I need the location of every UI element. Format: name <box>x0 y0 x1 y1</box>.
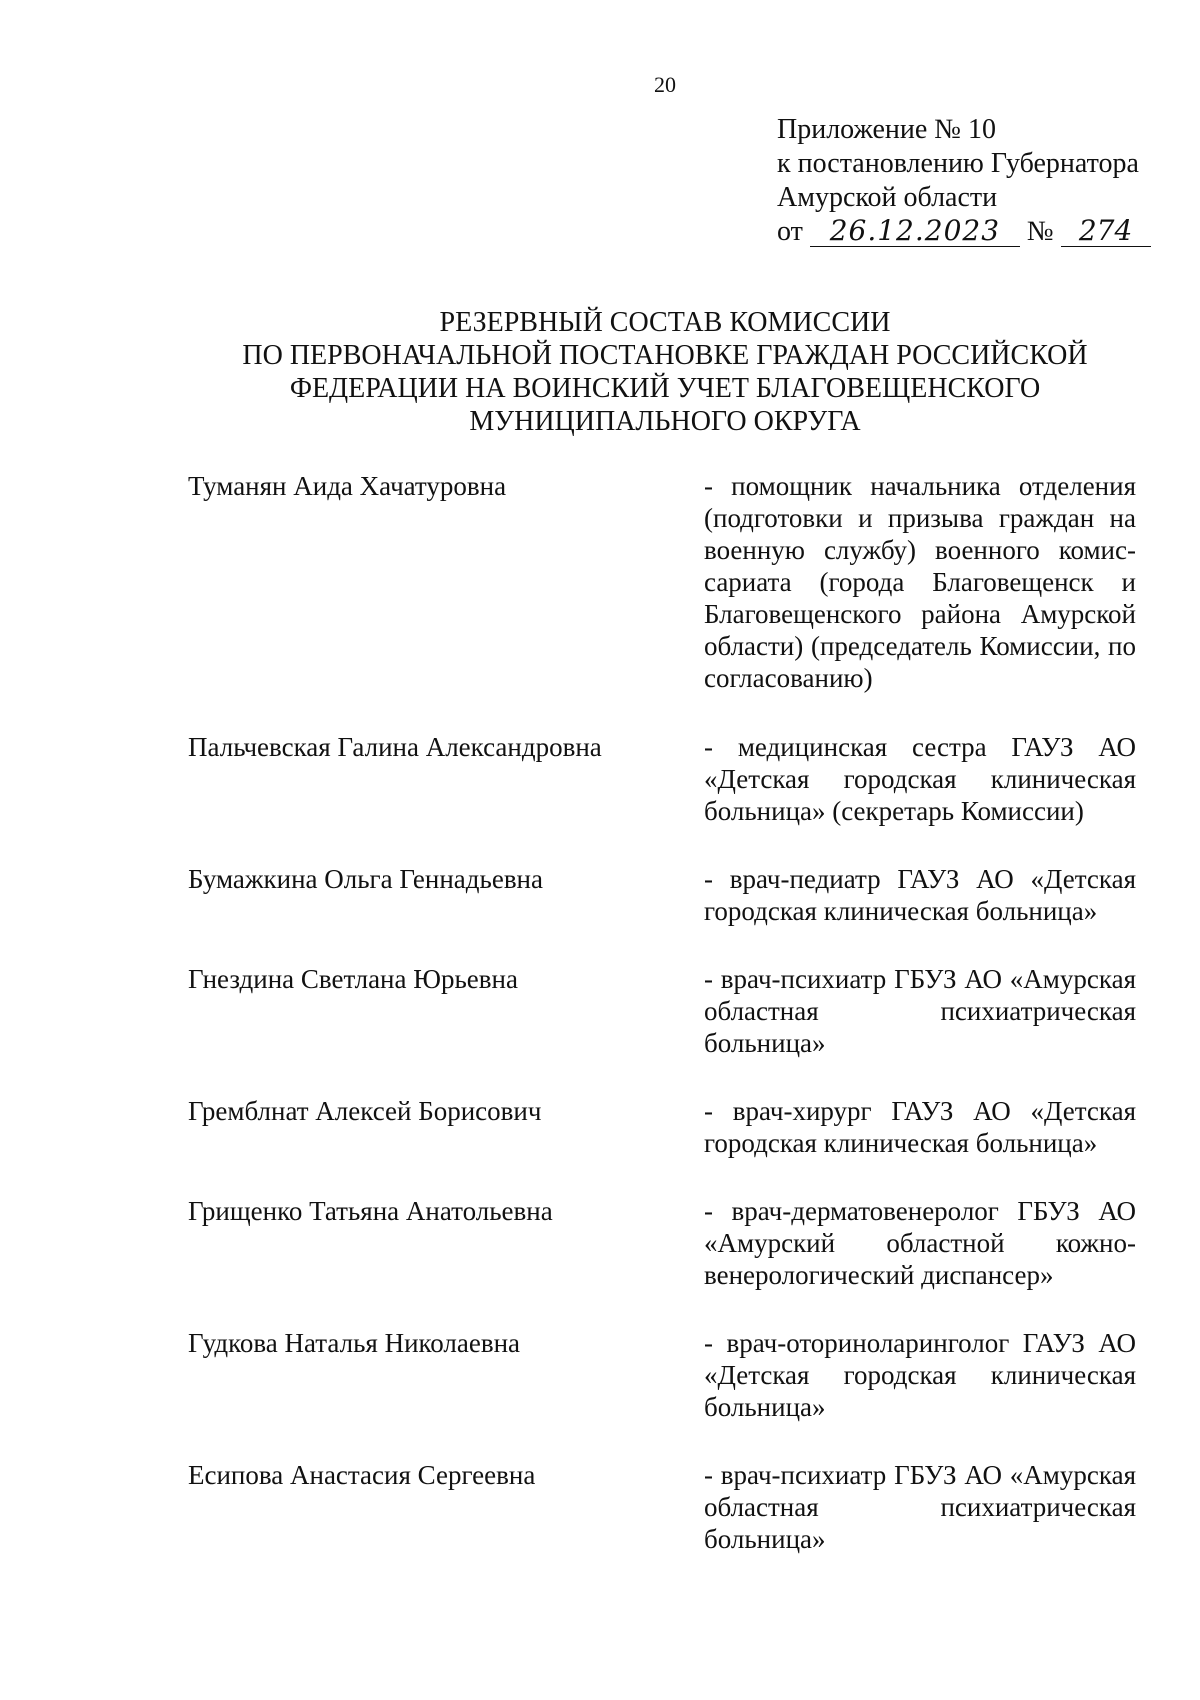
appendix-line-3: Амурской области <box>777 182 998 213</box>
date-prefix: от <box>777 216 803 247</box>
member-row <box>188 1459 1138 1555</box>
member-role: - медицинская сестра ГАУЗ АО «Детская городская клиническая больница» (секретарь Комиссии) <box>704 732 1136 826</box>
appendix-header <box>777 113 1151 249</box>
member-name: Бумажкина Ольга Геннадьевна <box>188 864 543 894</box>
number-prefix: № <box>1026 216 1054 247</box>
title-line-4: МУНИЦИПАЛЬНОГО ОКРУГА <box>469 406 861 437</box>
appendix-line-2: к постановлению Губернатора <box>777 148 1139 179</box>
member-name: Гнездина Светлана Юрьевна <box>188 964 518 994</box>
member-row <box>188 1327 1138 1423</box>
member-name: Гудкова Наталья Николаевна <box>188 1328 521 1358</box>
title-line-1: РЕЗЕРВНЫЙ СОСТАВ КОМИССИИ <box>439 307 891 338</box>
member-row <box>188 1095 1138 1159</box>
member-role: - врач-оториноларинголог ГАУЗ АО «Детская городская клиническая больница» <box>704 1328 1136 1422</box>
member-row <box>188 731 1138 827</box>
member-role: - врач-хирург ГАУЗ АО «Детская городская клиническая больница» <box>704 1096 1136 1158</box>
title-line-3: ФЕДЕРАЦИИ НА ВОИНСКИЙ УЧЕТ БЛАГОВЕЩЕНСКОГО <box>289 373 1041 404</box>
appendix-date-line <box>777 215 1151 249</box>
members-list <box>188 470 1138 1555</box>
member-row <box>188 1195 1138 1291</box>
member-row <box>188 963 1138 1059</box>
document-title <box>190 306 1140 438</box>
member-name: Гремблнат Алексей Борисович <box>188 1096 542 1126</box>
member-role: - врач-психиатр ГБУЗ АО «Амурская областная психиатрическая больница» <box>704 1460 1136 1554</box>
handwritten-date: 26.12.2023 <box>810 216 1020 247</box>
appendix-line-1: Приложение № 10 <box>777 114 996 145</box>
member-role: - врач-психиатр ГБУЗ АО «Амурская областная психиатрическая больница» <box>704 964 1136 1058</box>
page-number: 20 <box>654 72 676 97</box>
member-name: Туманян Аида Хачатуровна <box>188 471 507 501</box>
title-line-2: ПО ПЕРВОНАЧАЛЬНОЙ ПОСТАНОВКЕ ГРАЖДАН РОССИЙСКОЙ <box>242 340 1088 371</box>
member-name: Пальчевская Галина Александровна <box>188 732 602 762</box>
member-row <box>188 470 1138 694</box>
member-role: - помощник начальника отделения (подготовки и призыва граждан на военную службу) военного комиссариата (города Благовещенск и Благовещенского района Амурской области) (председатель Комиссии, по согласованию) <box>704 471 1136 693</box>
member-role: - врач-педиатр ГАУЗ АО «Детская городская клиническая больница» <box>704 864 1136 926</box>
handwritten-number: 274 <box>1061 216 1151 247</box>
member-name: Есипова Анастасия Сергеевна <box>188 1460 536 1490</box>
member-role: - врач-дерматовенеролог ГБУЗ АО «Амурский областной кожно-венерологический диспансер» <box>704 1196 1136 1290</box>
member-name: Грищенко Татьяна Анатольевна <box>188 1196 553 1226</box>
member-row <box>188 863 1138 927</box>
